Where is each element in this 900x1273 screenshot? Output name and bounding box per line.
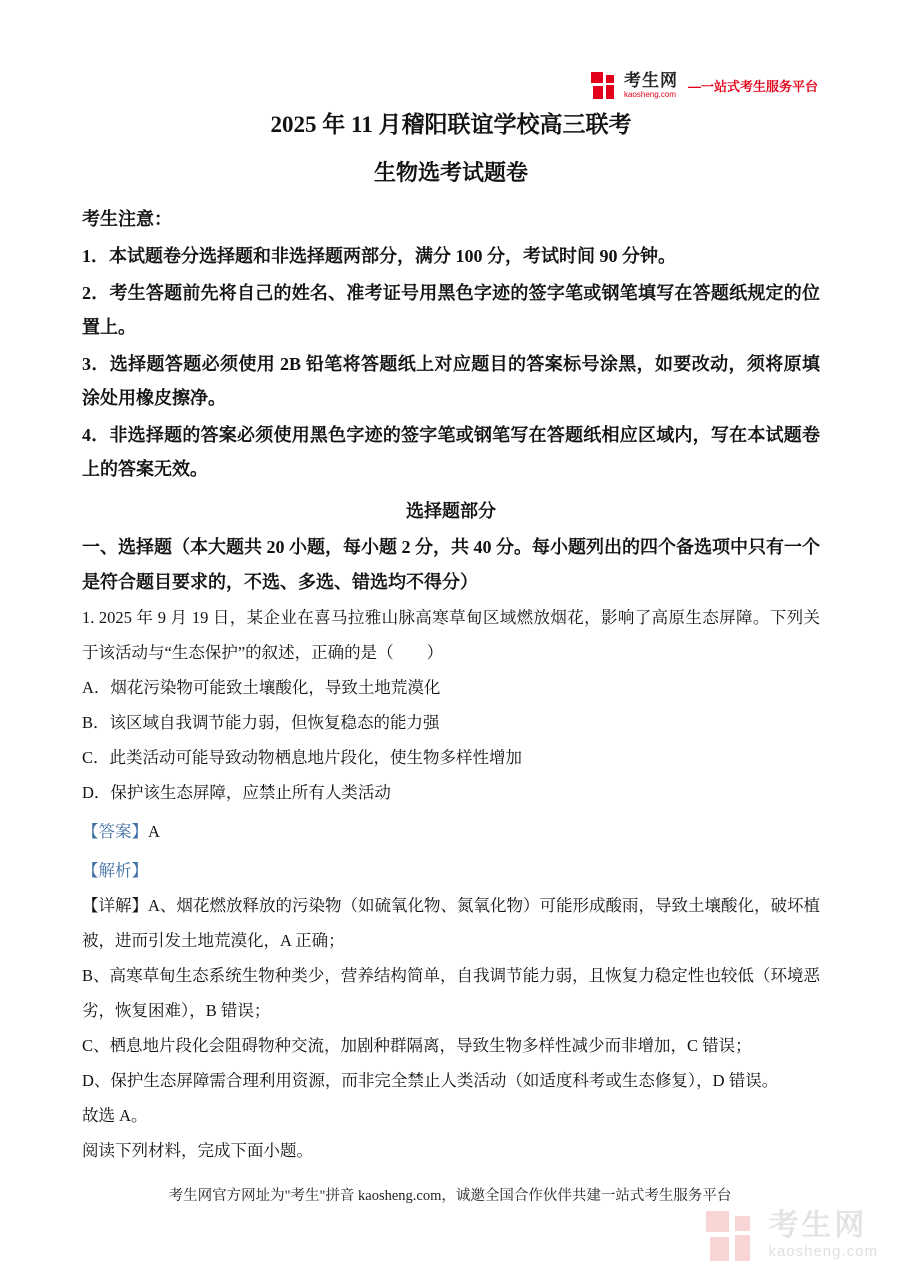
logo-brand-name: 考生网 xyxy=(623,71,678,90)
exam-subtitle: 生物选考试题卷 xyxy=(373,160,528,185)
logo-tagline: —一站式考生服务平台 xyxy=(687,79,818,94)
kaosheng-logo-icon xyxy=(591,72,618,99)
notice-heading: 考生注意： xyxy=(82,209,172,229)
analysis-label: 【解析】 xyxy=(82,861,148,880)
conclusion-line: 故选 A。 xyxy=(82,1106,148,1125)
watermark-domain: kaosheng.com xyxy=(768,1243,878,1260)
exam-title: 2025 年 11 月稽阳联谊学校高三联考 xyxy=(270,112,632,137)
watermark-text xyxy=(768,1211,878,1259)
question-option-d: D．保护该生态屏障，应禁止所有人类活动 xyxy=(82,783,391,802)
kaosheng-watermark-icon xyxy=(706,1209,758,1261)
detail-line-d: D、保护生态屏障需合理利用资源，而非完全禁止人类活动（如适度科考或生态修复），D 错误。 xyxy=(82,1071,779,1090)
detail-line-a: 【详解】A、烟花燃放释放的污染物（如硫氧化物、氮氧化物）可能形成酸雨，导致土壤酸化，破坏植被，进而引发土地荒漠化，A 正确； xyxy=(82,896,821,950)
detail-label: 【详解】 xyxy=(82,896,149,915)
next-material-intro: 阅读下列材料，完成下面小题。 xyxy=(82,1141,313,1160)
notice-section xyxy=(82,202,820,486)
notice-item-1: 1．本试题卷分选择题和非选择题两部分，满分 100 分，考试时间 90 分钟。 xyxy=(82,246,676,266)
watermark-brand: 考生网 xyxy=(768,1209,868,1242)
answer-label: 【答案】 xyxy=(82,822,148,841)
question-stem: 1. 2025 年 9 月 19 日，某企业在喜马拉雅山脉高寒草甸区域燃放烟花，影响了高原生态屏障。下列关于该活动与“生态保护”的叙述，正确的是（ ） xyxy=(82,608,820,662)
question-option-b: B．该区域自我调节能力弱，但恢复稳态的能力强 xyxy=(82,713,440,732)
section-title: 选择题部分 xyxy=(406,501,496,521)
answer-value: A xyxy=(148,822,160,841)
detail-line-c: C、栖息地片段化会阻碍物种交流，加剧种群隔离，导致生物多样性减少而非增加，C 错误； xyxy=(82,1036,752,1055)
analysis-line xyxy=(82,853,820,888)
notice-item-2: 2．考生答题前先将自己的姓名、准考证号用黑色字迹的签字笔或钢笔填写在答题纸规定的位置上。 xyxy=(82,283,820,337)
question-option-c: C．此类活动可能导致动物栖息地片段化，使生物多样性增加 xyxy=(82,748,523,767)
kaosheng-logo xyxy=(591,72,818,99)
detail-line-b: B、高寒草甸生态系统生物种类少，营养结构简单，自我调节能力弱，且恢复力稳定性也较低（环境恶劣，恢复困难），B 错误； xyxy=(82,966,820,1020)
notice-item-4: 4．非选择题的答案必须使用黑色字迹的签字笔或钢笔写在答题纸相应区域内，写在本试题卷上的答案无效。 xyxy=(82,425,820,479)
question-1-block xyxy=(82,600,820,1168)
notice-item-3: 3．选择题答题必须使用 2B 铅笔将答题纸上对应题目的答案标号涂黑，如要改动，须将原填涂处用橡皮擦净。 xyxy=(82,354,820,408)
logo-text xyxy=(624,72,678,99)
question-option-a: A．烟花污染物可能致土壤酸化，导致土地荒漠化 xyxy=(82,678,441,697)
answer-line xyxy=(82,814,820,849)
logo-domain: kaosheng.com xyxy=(623,90,677,99)
kaosheng-watermark xyxy=(706,1209,878,1261)
footer-text: 考生网官方网址为"考生"拼音 kaosheng.com，诚邀全国合作伙伴共建一站式考生服务平台 xyxy=(168,1188,732,1204)
section-instruction: 一、选择题（本大题共 20 小题，每小题 2 分，共 40 分。每小题列出的四个备选项中只有一个是符合题目要求的，不选、多选、错选均不得分） xyxy=(82,537,820,592)
